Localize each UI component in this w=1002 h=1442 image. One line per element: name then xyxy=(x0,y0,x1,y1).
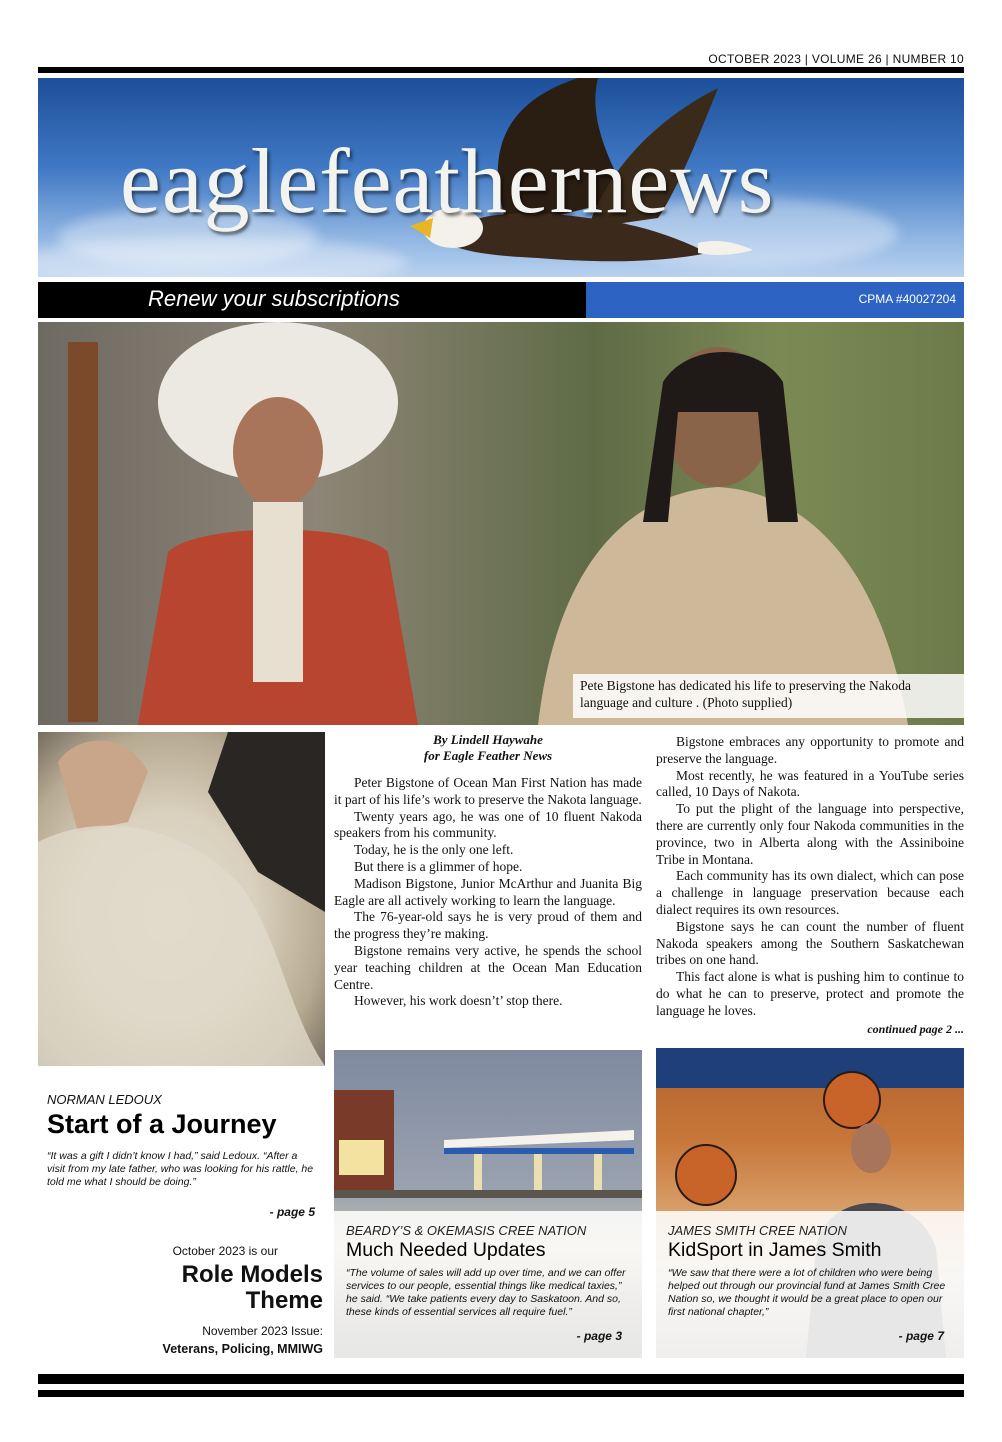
article-column-2 xyxy=(656,734,964,1020)
teaser-title: Start of a Journey xyxy=(47,1109,277,1139)
basketball-photo xyxy=(656,1048,964,1358)
paragraph: Peter Bigstone of Ocean Man First Nation has made it part of his life’s work to preserve the Nakota language. xyxy=(334,775,642,807)
paragraph: Today, he is the only one left. xyxy=(354,842,514,858)
bottom-rule xyxy=(38,1374,964,1384)
teaser-quote: “We saw that there were a lot of children who were being helped out through our provincial fund at James Smith Cree Nation so, we thought it would be a great place to open our first national chapter,” xyxy=(668,1267,946,1318)
byline-author: By Lindell Haywahe xyxy=(433,732,543,747)
theme-title xyxy=(182,1262,323,1314)
theme-box xyxy=(38,1232,325,1367)
article-column-1 xyxy=(334,755,642,1010)
teaser-kicker: JAMES SMITH CREE NATION xyxy=(668,1223,847,1238)
top-rule xyxy=(38,67,964,73)
theme-title-line-1: Role Models xyxy=(181,1261,323,1288)
paragraph: However, his work doesn’t’ stop there. xyxy=(354,993,563,1009)
paragraph: To put the plight of the language into perspective, there are currently only four Nakoda communities in the province, two in Alberta along with the Assiniboine Tribe in Montana. xyxy=(656,801,964,867)
theme-title-line-2: Theme xyxy=(245,1287,323,1314)
teaser-page-link[interactable]: - page 5 xyxy=(269,1205,315,1219)
masthead xyxy=(38,78,964,277)
paragraph: The 76-year-old says he is very proud of them and the progress they’re making. xyxy=(334,909,642,942)
paragraph: Bigstone embraces any opportunity to promote and preserve the language. xyxy=(656,734,964,766)
gas-station-photo xyxy=(334,1050,642,1358)
teaser-title: Much Needed Updates xyxy=(346,1239,546,1261)
paragraph: This fact alone is what is pushing him to continue to do what he can to preserve, protect and promote the language he loves. xyxy=(656,969,964,1018)
subscribe-banner[interactable] xyxy=(38,282,586,318)
issue-line: OCTOBER 2023 | VOLUME 26 | NUMBER 10 xyxy=(708,52,964,66)
teaser-beardys[interactable] xyxy=(334,1211,642,1358)
paragraph: Twenty years ago, he was one of 10 fluent Nakoda speakers from his community. xyxy=(334,808,642,841)
cpma-number: CPMA #40027204 xyxy=(858,292,956,306)
cpma-bar xyxy=(586,282,964,318)
teaser-kicker: NORMAN LEDOUX xyxy=(47,1092,162,1107)
teaser-quote: “It was a gift I didn’t know I had,” said Ledoux. “After a visit from my late father, who was looking for his rattle, he told me what I should be doing.” xyxy=(47,1150,314,1188)
teaser-kidsport[interactable] xyxy=(656,1211,964,1358)
byline-outlet: for Eagle Feather News xyxy=(423,748,553,763)
teaser-title: KidSport in James Smith xyxy=(668,1239,882,1261)
hero-caption: Pete Bigstone has dedicated his life to preserving the Nakoda language and culture . (Photo supplied) xyxy=(573,674,964,718)
subscribe-banner-text: Renew your subscriptions xyxy=(148,286,400,311)
paragraph: But there is a glimmer of hope. xyxy=(354,858,523,874)
teaser-ledoux[interactable] xyxy=(38,1066,325,1226)
theme-intro: October 2023 is our xyxy=(172,1244,278,1258)
next-issue-label: November 2023 Issue: xyxy=(202,1324,323,1338)
continued-link[interactable]: continued page 2 ... xyxy=(867,1022,964,1036)
teaser-page-link[interactable]: - page 3 xyxy=(576,1329,622,1343)
teaser-kicker: BEARDY’S & OKEMASIS CREE NATION xyxy=(346,1223,587,1238)
bottom-rule xyxy=(38,1390,964,1397)
paragraph: Bigstone says he can count the number of fluent Nakoda speakers among the Southern Saskatchewan tribes on one hand. xyxy=(656,918,964,968)
teaser-page-link[interactable]: - page 7 xyxy=(898,1329,944,1343)
hide-photo xyxy=(38,732,325,1066)
hero-photo xyxy=(38,322,964,725)
paragraph: Madison Bigstone, Junior McArthur and Juanita Big Eagle are all actively working to learn the language. xyxy=(334,875,642,908)
hero-illustration xyxy=(38,322,964,725)
next-issue-topics: Veterans, Policing, MMIWG xyxy=(162,1342,323,1356)
masthead-title: eaglefeathernews xyxy=(120,130,775,232)
paragraph: Most recently, he was featured in a YouTube series called, 10 Days of Nakota. xyxy=(656,767,964,800)
hide-illustration xyxy=(38,732,325,1066)
paragraph: Bigstone remains very active, he spends the school year teaching children at the Ocean Man Education Centre. xyxy=(334,942,642,992)
teaser-quote: “The volume of sales will add up over time, and we can offer services to our people, essential things like medical taxies,” he said. “We take patients every day to Saskatoon. And so, these kinds of essential services all require fuel.” xyxy=(346,1267,626,1318)
paragraph: Each community has its own dialect, which can pose a challenge in language preservation because each dialect requires its own resources. xyxy=(656,868,964,917)
